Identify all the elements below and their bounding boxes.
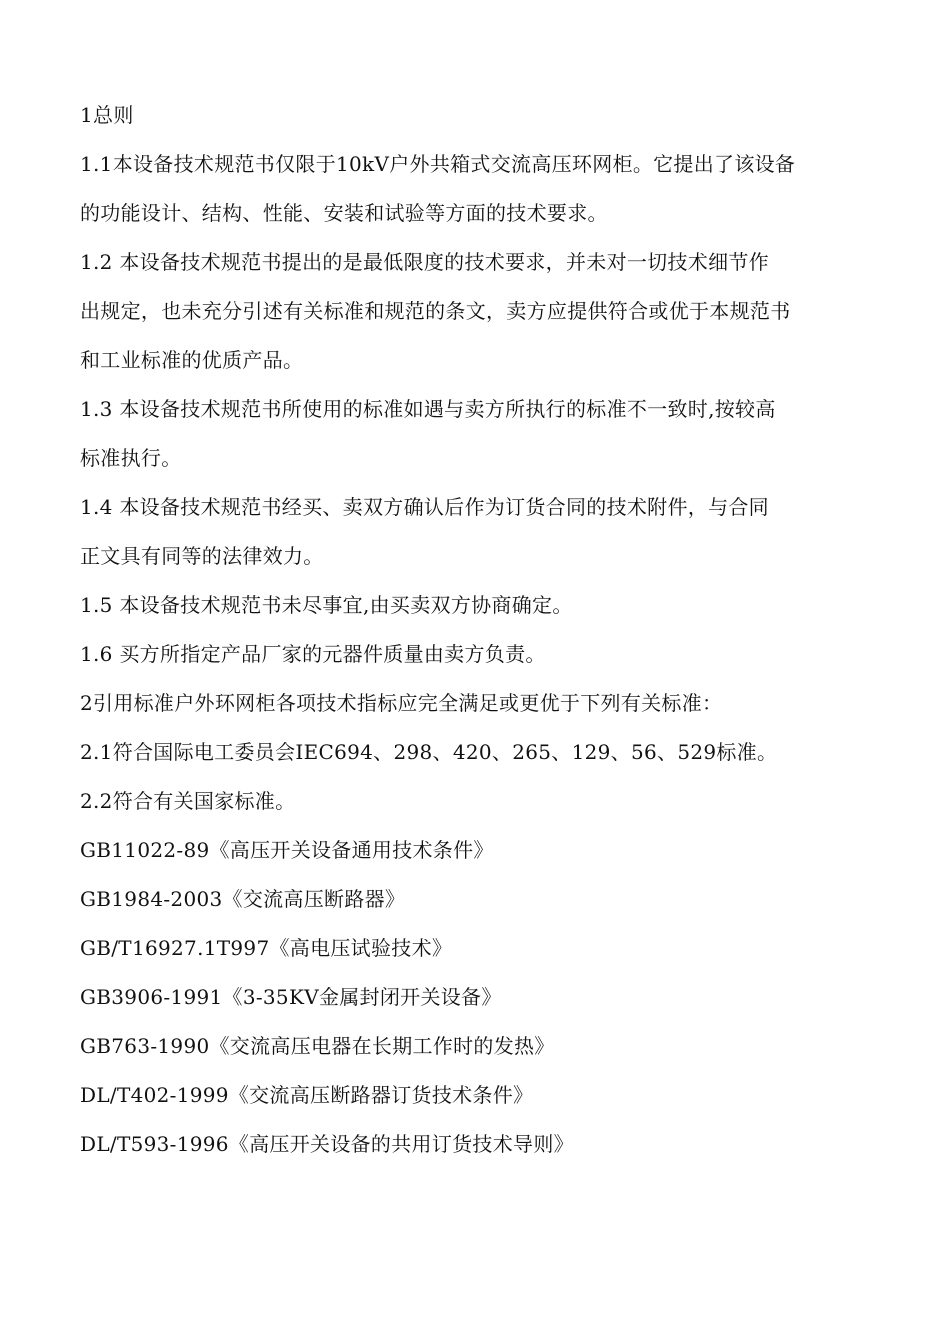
clause-1-3-line-2: 标准执行。 (80, 446, 182, 470)
standard-gb1984: GB1984-2003《交流高压断路器》 (80, 887, 406, 911)
clause-1-6: 1.6 买方所指定产品厂家的元器件质量由卖方负责。 (80, 642, 546, 666)
standard-gb3906: GB3906-1991《3-35KV金属封闭开关设备》 (80, 985, 502, 1009)
clause-1-2-line-2: 出规定，也未充分引述有关标准和规范的条文，卖方应提供符合或优于本规范书 (80, 299, 791, 323)
clause-2-2: 2.2符合有关国家标准。 (80, 789, 296, 813)
standard-gbt16927: GB/T16927.1T997《高电压试验技术》 (80, 936, 453, 960)
standard-dlt402: DL/T402-1999《交流高压断路器订货技术条件》 (80, 1083, 534, 1107)
clause-1-4-line-1: 1.4 本设备技术规范书经买、卖双方确认后作为订货合同的技术附件，与合同 (80, 495, 769, 519)
standard-gb763: GB763-1990《交流高压电器在长期工作时的发热》 (80, 1034, 555, 1058)
standard-gb11022: GB11022-89《高压开关设备通用技术条件》 (80, 838, 494, 862)
document-body (80, 98, 870, 1176)
clause-1-2-line-3: 和工业标准的优质产品。 (80, 348, 304, 372)
section-heading-general: 1总则 (80, 103, 134, 127)
clause-1-3-line-1: 1.3 本设备技术规范书所使用的标准如遇与卖方所执行的标准不一致时,按较高 (80, 397, 776, 421)
clause-1-4-line-2: 正文具有同等的法律效力。 (80, 544, 324, 568)
clause-1-5: 1.5 本设备技术规范书未尽事宜,由买卖双方协商确定。 (80, 593, 573, 617)
section-heading-standards: 2引用标准户外环网柜各项技术指标应完全满足或更优于下列有关标准： (80, 691, 723, 715)
clause-2-1: 2.1符合国际电工委员会IEC694、298、420、265、129、56、529标准。 (80, 740, 778, 764)
clause-1-2-line-1: 1.2 本设备技术规范书提出的是最低限度的技术要求，并未对一切技术细节作 (80, 250, 769, 274)
clause-1-1-line-2: 的功能设计、结构、性能、安装和试验等方面的技术要求。 (80, 201, 608, 225)
standard-dlt593: DL/T593-1996《高压开关设备的共用订货技术导则》 (80, 1132, 574, 1156)
clause-1-1-line-1: 1.1本设备技术规范书仅限于10kV户外共箱式交流高压环网柜。它提出了该设备 (80, 152, 796, 176)
